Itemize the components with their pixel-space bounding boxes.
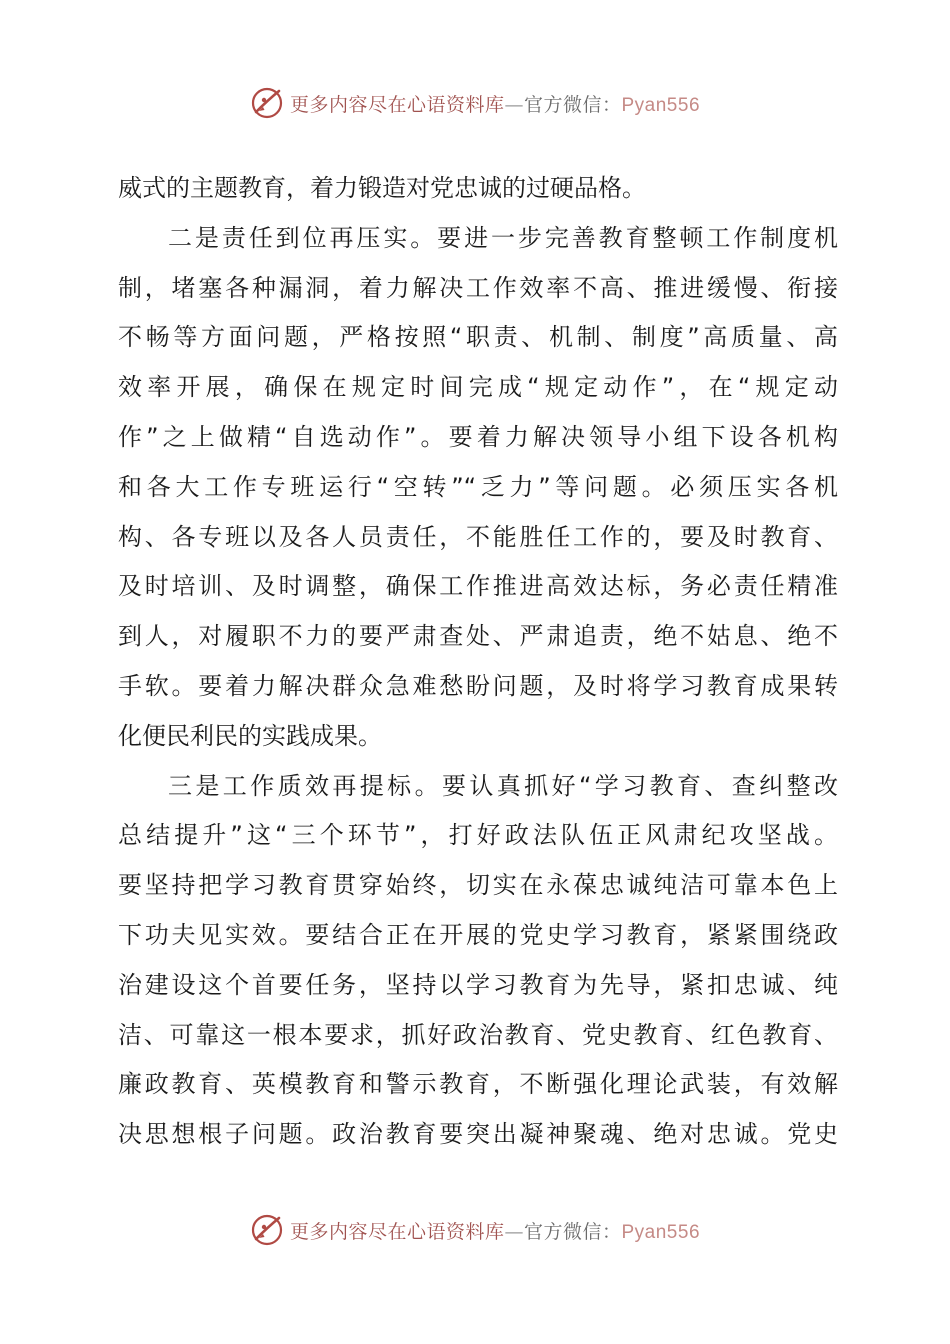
body-line: 制，堵塞各种漏洞，着力解决工作效率不高、推进缓慢、衔接 <box>118 273 838 302</box>
footer-banner-text <box>290 1217 700 1244</box>
header-banner <box>0 83 950 123</box>
body-line: 洁、可靠这一根本要求，抓好政治教育、党史教育、红色教育、 <box>118 1020 838 1049</box>
header-main-text: 更多内容尽在心语资料库 <box>289 93 505 116</box>
body-line: 作”之上做精“自选动作”。要着力解决领导小组下设各机构 <box>118 422 838 451</box>
header-banner-inner <box>250 86 700 120</box>
header-separator: — <box>504 93 524 116</box>
body-line: 效率开展，确保在规定时间完成“规定动作”，在“规定动 <box>118 373 838 402</box>
footer-separator: — <box>504 1220 524 1243</box>
body-line: 廉政教育、英模教育和警示教育，不断强化理论武装，有效解 <box>118 1070 838 1099</box>
body-line: 及时培训、及时调整，确保工作推进高效达标，务必责任精准 <box>118 572 838 601</box>
pen-circle-icon <box>250 86 284 120</box>
pen-circle-icon <box>250 1213 284 1247</box>
body-line: 威式的主题教育，着力锻造对党忠诚的过硬品格。 <box>118 174 646 202</box>
footer-wechat-id: Pyan556 <box>621 1221 701 1243</box>
body-line: 构、各专班以及各人员责任，不能胜任工作的，要及时教育、 <box>118 522 838 551</box>
body-line: 下功夫见实效。要结合正在开展的党史学习教育，紧紧围绕政 <box>118 920 838 949</box>
body-line: 化便民利民的实践成果。 <box>118 721 382 750</box>
body-line: 和各大工作专班运行“空转”“乏力”等问题。必须压实各机 <box>118 472 838 501</box>
body-line: 要坚持把学习教育贯穿始终，切实在永葆忠诚纯洁可靠本色上 <box>118 871 838 900</box>
body-line: 手软。要着力解决群众急难愁盼问题，及时将学习教育成果转 <box>118 671 838 700</box>
footer-banner-inner <box>250 1213 700 1247</box>
body-line: 到人，对履职不力的要严肃查处、严肃追责，绝不姑息、绝不 <box>118 622 838 651</box>
header-wechat-label: 官方微信： <box>523 93 622 116</box>
body-line: 总结提升”这“三个环节”，打好政法队伍正风肃纪攻坚战。 <box>118 821 838 850</box>
body-line: 不畅等方面问题，严格按照“职责、机制、制度”高质量、高 <box>118 323 838 352</box>
document-body <box>118 164 838 1160</box>
footer-main-text: 更多内容尽在心语资料库 <box>289 1220 505 1243</box>
body-line: 决思想根子问题。政治教育要突出凝神聚魂、绝对忠诚。党史 <box>118 1120 838 1149</box>
body-line: 三是工作质效再提标。要认真抓好“学习教育、查纠整改 <box>168 771 838 800</box>
footer-wechat-label: 官方微信： <box>523 1220 622 1243</box>
header-banner-text <box>290 90 700 117</box>
body-line: 二是责任到位再压实。要进一步完善教育整顿工作制度机 <box>168 223 838 252</box>
footer-banner <box>0 1210 950 1250</box>
header-wechat-id: Pyan556 <box>621 94 701 116</box>
body-line: 治建设这个首要任务，坚持以学习教育为先导，紧扣忠诚、纯 <box>118 970 838 999</box>
